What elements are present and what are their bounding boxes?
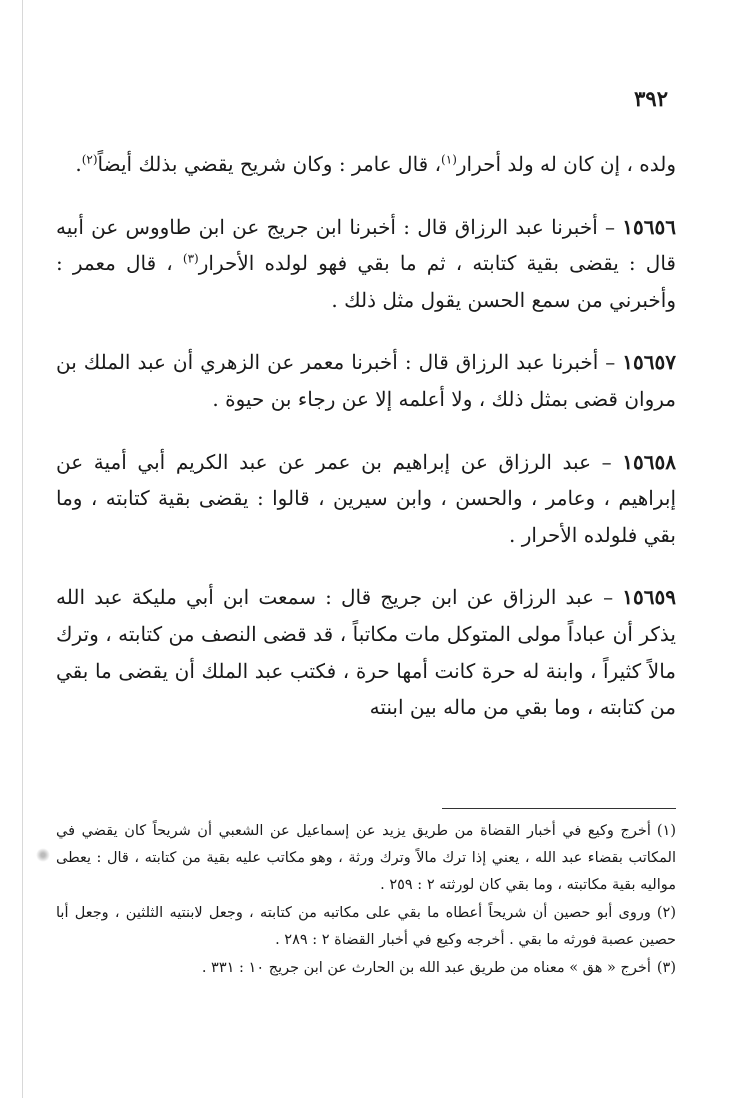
binding-margin-line [22, 0, 23, 1098]
footnote-number: (٢) [656, 905, 676, 921]
hadith-number: ١٥٦٥٧ [622, 350, 676, 375]
hadith-15657: ١٥٦٥٧ – أخبرنا عبد الرزاق قال : أخبرنا معمر عن الزهري أن عبد الملك بن مروان قضى بمثل ذلك ، ولا أعلمه إلا عن رجاء بن حيوة . [56, 350, 676, 411]
footnote-1: (١)أخرج وكيع في أخبار القضاة من طريق يزيد عن إسماعيل عن الشعبي أن شريحاً كان يقضي في المكاتب بقضاء عبد الله ، يعني إذا ترك مالاً وترك ورثة ، وهو مكاتب عليه بقية من كتابته ، قال : يعطى مواليه بقية مكاتبته ، وما بقي كان لورثته ٢ : ٢٥٩ . [56, 823, 676, 893]
hadith-number: ١٥٦٥٨ [622, 449, 676, 474]
scan-speck [36, 848, 50, 862]
hadith-number: ١٥٦٥٩ [622, 585, 676, 610]
footnote-separator [442, 808, 676, 809]
footnote-2: (٢)وروى أبو حصين أن شريحاً أعطاه ما بقي على مكاتبه من كتابته ، وجعل لابنتيه الثلثين ، وجعل أبا حصين عصبة فورثه ما بقي . أخرجه وكيع في أخبار القضاة ٢ : ٢٨٩ . [56, 905, 676, 948]
hadith-number: ١٥٦٥٦ [622, 214, 676, 239]
footnote-ref-1: (١) [441, 152, 457, 167]
page-number: ٣٩٢ [634, 86, 668, 111]
footnote-ref-2: (٢) [81, 152, 98, 167]
main-text [56, 146, 676, 726]
footnotes [56, 818, 676, 983]
paragraph-continuation: ولده ، إن كان له ولد أحرار$^{(١)}$، قال عامر : وكان شريح يقضي بذلك أيضاً$^{(٢)}$. [75, 152, 676, 176]
footnote-number: (٣) [656, 960, 676, 976]
footnote-3: (٣)أخرج « هق » معناه من طريق عبد الله بن الحارث عن ابن جريج ١٠ : ٣٣١ . [201, 960, 676, 976]
hadith-15656: ١٥٦٥٦ – أخبرنا عبد الرزاق قال : أخبرنا ابن جريج عن ابن طاووس عن أبيه قال : يقضى بقية كتابته ، ثم ما بقي فهو لولده الأحرار$^{(٣)}$ ، قال معمر : وأخبرني من سمع الحسن يقول مثل ذلك . [56, 214, 676, 312]
footnote-number: (١) [656, 823, 676, 839]
hadith-15658: ١٥٦٥٨ – عبد الرزاق عن إبراهيم بن عمر عن عبد الكريم أبي أمية عن إبراهيم ، وعامر ، والحسن ، وابن سيرين ، قالوا : يقضى بقية كتابته ، وما بقي فلولده الأحرار . [56, 449, 676, 547]
footnote-ref-3: (٣) [182, 251, 199, 266]
hadith-15659: ١٥٦٥٩ – عبد الرزاق عن ابن جريج قال : سمعت ابن أبي مليكة عبد الله يذكر أن عباداً مولى المتوكل مات مكاتباً ، قد قضى النصف من كتابته ، وترك مالاً كثيراً ، وابنة له حرة كانت أمها حرة ، فكتب عبد الملك أن يقضى ما بقي من كتابته ، وما بقي من ماله بين ابنته [56, 585, 676, 720]
